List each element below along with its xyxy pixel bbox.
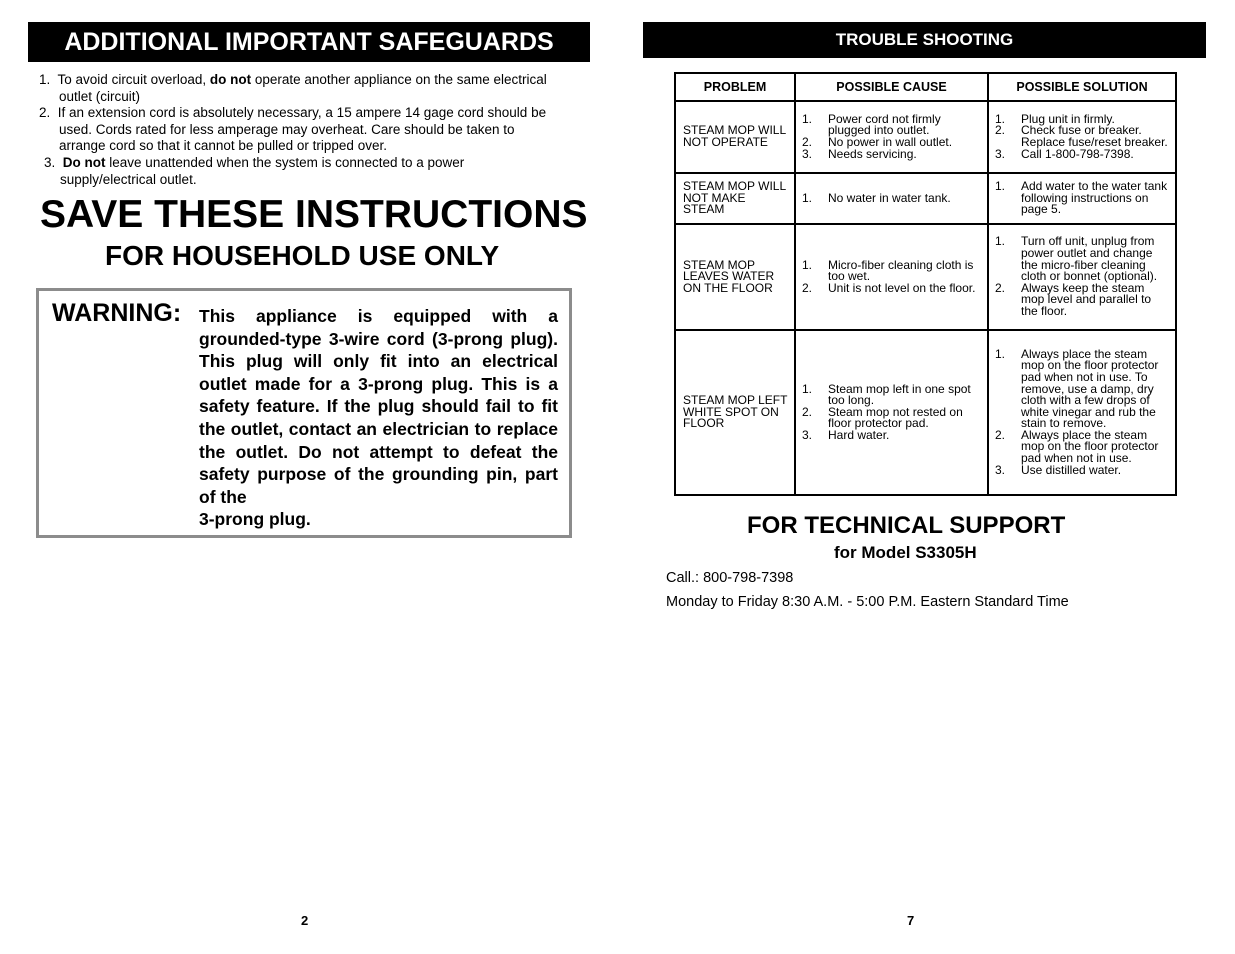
tech-support-phone: Call.: 800-798-7398 xyxy=(666,570,794,586)
problem-cell: STEAM MOP LEAVES WATER ON THE FLOOR xyxy=(675,224,795,330)
page-number-right: 7 xyxy=(907,913,915,928)
cause-cell: 1. No water in water tank. xyxy=(795,173,988,224)
table-row xyxy=(675,173,1176,224)
tech-support-title: FOR TECHNICAL SUPPORT xyxy=(747,512,1066,539)
safeguard-item-3: 3. Do not leave unattended when the system is connected to a power supply/electrical outlet. xyxy=(44,155,465,187)
table-row xyxy=(675,330,1176,495)
solution-cell: 1. Turn off unit, unplug from power outlet and change the micro-fiber cleaning cloth or bonnet (optional). 2. Always keep the steam mop level and parallel to the floor. xyxy=(988,224,1176,330)
table-row xyxy=(675,101,1176,173)
tech-support-model: for Model S3305H xyxy=(834,543,977,562)
problem-cell: STEAM MOP WILL NOT OPERATE xyxy=(675,101,795,173)
save-instructions-title: SAVE THESE INSTRUCTIONS xyxy=(40,193,588,236)
solution-cell: 1. Plug unit in firmly. 2. Check fuse or breaker. Replace fuse/reset breaker. 3. Call 1-800-798-7398. xyxy=(988,101,1176,173)
table-header-row xyxy=(675,73,1176,101)
table-row xyxy=(675,224,1176,330)
cause-cell: 1. Power cord not firmly plugged into outlet. 2. No power in wall outlet. 3. Needs servicing. xyxy=(795,101,988,173)
column-header: PROBLEM xyxy=(675,73,795,101)
solution-cell: 1. Add water to the water tank following instructions on page 5. xyxy=(988,173,1176,224)
warning-box xyxy=(36,288,572,538)
troubleshooting-header: TROUBLE SHOOTING xyxy=(643,22,1206,58)
household-use-subtitle: FOR HOUSEHOLD USE ONLY xyxy=(105,240,500,271)
cause-cell: 1. Micro-fiber cleaning cloth is too wet. 2. Unit is not level on the floor. xyxy=(795,224,988,330)
warning-text: This appliance is equipped with a grounded-type 3-wire cord (3-prong plug). This plug will only fit into an electrical outlet made for a 3-prong plug. This is a safety feature. If the plug should fail to fit the outlet, contact an electrician to replace the outlet. Do not attempt to defeat the safety purpose of the grounding pin, part of the 3-prong plug. xyxy=(199,306,558,530)
page-number-left: 2 xyxy=(301,913,309,928)
column-header: POSSIBLE CAUSE xyxy=(795,73,988,101)
tech-support-hours: Monday to Friday 8:30 A.M. - 5:00 P.M. Eastern Standard Time xyxy=(666,594,1069,610)
cause-cell: 1. Steam mop left in one spot too long. 2. Steam mop not rested on floor protector pad. 3. Hard water. xyxy=(795,330,988,495)
troubleshooting-table xyxy=(674,72,1177,496)
safeguard-item-2: 2. If an extension cord is absolutely necessary, a 15 ampere 14 gage cord should be used. Cords rated for less amperage may overheat. Care should be taken to arrange cord so that it cannot be pulled or tripped over. xyxy=(39,105,547,153)
problem-cell: STEAM MOP WILL NOT MAKE STEAM xyxy=(675,173,795,224)
column-header: POSSIBLE SOLUTION xyxy=(988,73,1176,101)
safeguard-item-1: 1. To avoid circuit overload, do not operate another appliance on the same electrical outlet (circuit) xyxy=(39,72,547,104)
safeguards-header: ADDITIONAL IMPORTANT SAFEGUARDS xyxy=(28,22,590,62)
solution-cell: 1. Always place the steam mop on the floor protector pad when not in use. To remove, use a damp, dry cloth with a few drops of white vinegar and rub the stain to remove. 2. Always place the steam mop on the floor protector pad when not in use. 3. Use distilled water. xyxy=(988,330,1176,495)
problem-cell: STEAM MOP LEFT WHITE SPOT ON FLOOR xyxy=(675,330,795,495)
warning-label: WARNING: xyxy=(52,299,182,327)
